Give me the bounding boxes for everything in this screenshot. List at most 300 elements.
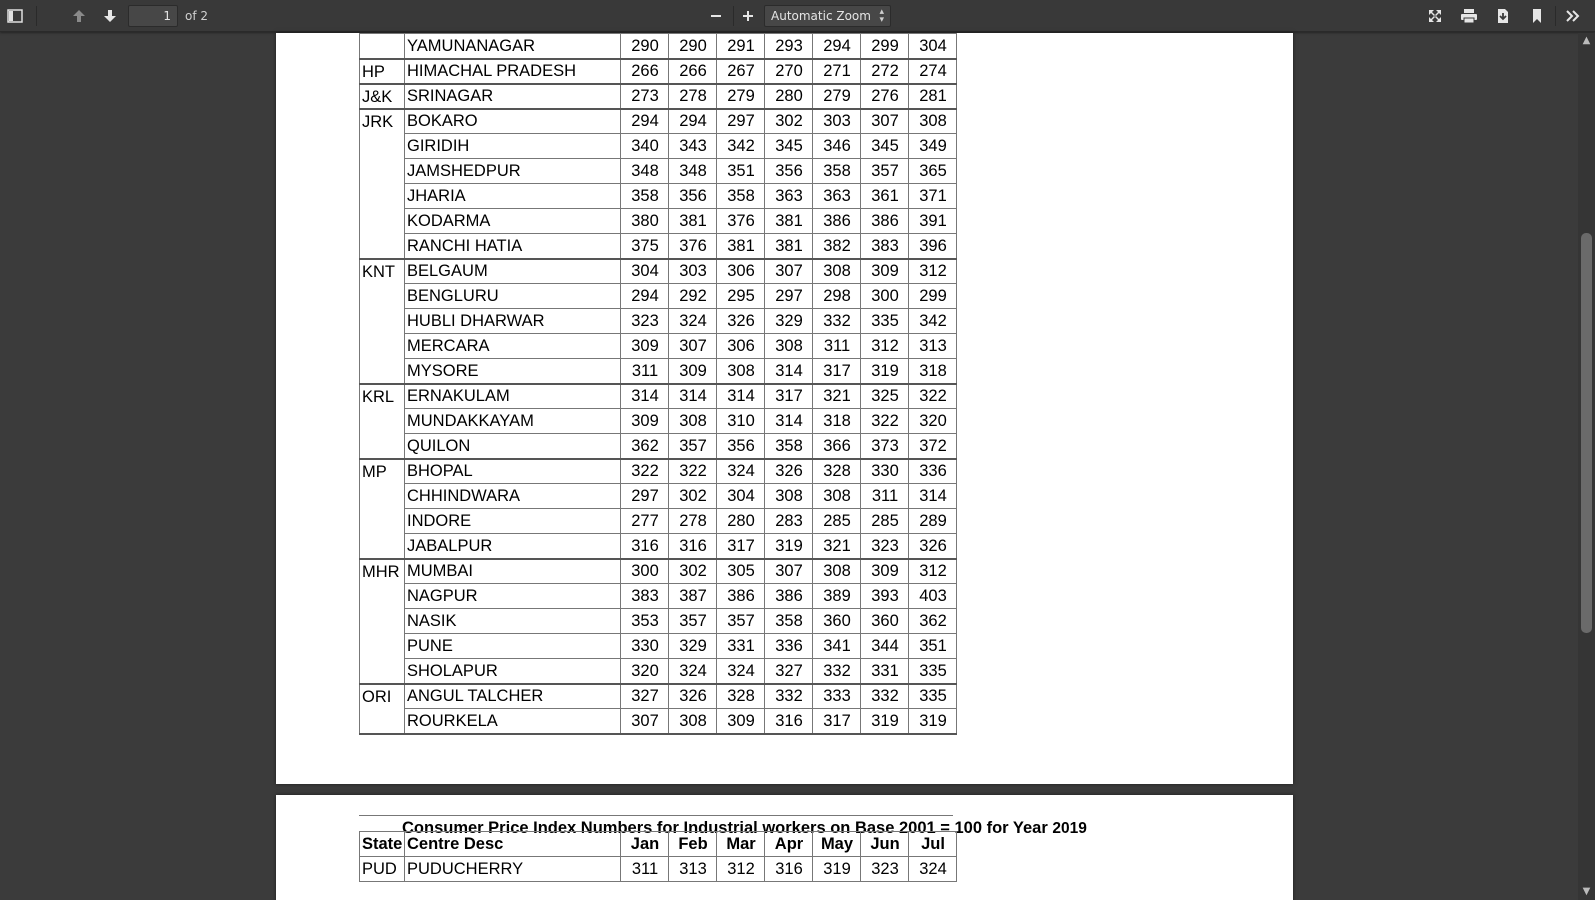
value-cell: 322 xyxy=(621,459,669,484)
value-cell: 309 xyxy=(621,409,669,434)
value-cell: 313 xyxy=(909,334,957,359)
centre-cell: PUDUCHERRY xyxy=(405,857,621,882)
value-cell: 329 xyxy=(765,309,813,334)
value-cell: 319 xyxy=(765,534,813,559)
value-cell: 324 xyxy=(717,459,765,484)
zoom-out-button[interactable] xyxy=(703,4,729,28)
column-header: Mar xyxy=(717,832,765,857)
value-cell: 323 xyxy=(861,857,909,882)
value-cell: 356 xyxy=(717,434,765,459)
value-cell: 381 xyxy=(765,234,813,259)
value-cell: 274 xyxy=(909,59,957,84)
value-cell: 299 xyxy=(861,34,909,59)
value-cell: 297 xyxy=(717,109,765,134)
value-cell: 273 xyxy=(621,84,669,109)
state-cell: KNT xyxy=(360,259,405,384)
value-cell: 302 xyxy=(669,559,717,584)
value-cell: 360 xyxy=(861,609,909,634)
value-cell: 307 xyxy=(861,109,909,134)
table-row xyxy=(360,384,957,409)
value-cell: 279 xyxy=(813,84,861,109)
value-cell: 366 xyxy=(813,434,861,459)
table-row xyxy=(360,234,957,259)
value-cell: 316 xyxy=(765,857,813,882)
pdf-page-2 xyxy=(276,795,1293,900)
value-cell: 309 xyxy=(717,709,765,734)
centre-cell: KODARMA xyxy=(405,209,621,234)
table-row xyxy=(360,34,957,59)
centre-cell: MERCARA xyxy=(405,334,621,359)
table-title-text: Consumer Price Index Numbers for Industrial workers on Base 2001 = 100 for Year xyxy=(402,819,1048,837)
value-cell: 271 xyxy=(813,59,861,84)
column-header: Jul xyxy=(909,832,957,857)
value-cell: 357 xyxy=(669,434,717,459)
table-row xyxy=(360,184,957,209)
value-cell: 317 xyxy=(813,709,861,734)
value-cell: 304 xyxy=(909,34,957,59)
value-cell: 294 xyxy=(621,109,669,134)
column-header: Jun xyxy=(861,832,909,857)
table-row xyxy=(360,159,957,184)
value-cell: 278 xyxy=(669,84,717,109)
value-cell: 358 xyxy=(621,184,669,209)
value-cell: 285 xyxy=(813,509,861,534)
value-cell: 297 xyxy=(621,484,669,509)
centre-cell: MUNDAKKAYAM xyxy=(405,409,621,434)
scroll-down-icon[interactable]: ▼ xyxy=(1582,886,1591,897)
value-cell: 310 xyxy=(717,409,765,434)
value-cell: 312 xyxy=(909,259,957,284)
value-cell: 304 xyxy=(717,484,765,509)
table-row xyxy=(360,334,957,359)
table-row xyxy=(360,484,957,509)
centre-cell: JAMSHEDPUR xyxy=(405,159,621,184)
value-cell: 327 xyxy=(621,684,669,709)
value-cell: 290 xyxy=(621,34,669,59)
value-cell: 314 xyxy=(765,359,813,384)
value-cell: 323 xyxy=(621,309,669,334)
state-cell: J&K xyxy=(360,84,405,109)
value-cell: 278 xyxy=(669,509,717,534)
value-cell: 335 xyxy=(861,309,909,334)
value-cell: 312 xyxy=(909,559,957,584)
zoom-in-button[interactable] xyxy=(735,4,761,28)
table-row xyxy=(360,709,957,734)
value-cell: 306 xyxy=(717,259,765,284)
cpi-table xyxy=(359,33,957,735)
value-cell: 362 xyxy=(621,434,669,459)
column-header: Jan xyxy=(621,832,669,857)
value-cell: 327 xyxy=(765,659,813,684)
value-cell: 285 xyxy=(861,509,909,534)
value-cell: 336 xyxy=(909,459,957,484)
value-cell: 345 xyxy=(861,134,909,159)
table-row xyxy=(360,459,957,484)
double-chevron-right-icon xyxy=(1566,10,1580,22)
value-cell: 279 xyxy=(717,84,765,109)
value-cell: 308 xyxy=(813,559,861,584)
value-cell: 348 xyxy=(669,159,717,184)
scroll-up-icon[interactable]: ▲ xyxy=(1582,35,1591,46)
value-cell: 308 xyxy=(813,259,861,284)
value-cell: 357 xyxy=(717,609,765,634)
value-cell: 375 xyxy=(621,234,669,259)
value-cell: 381 xyxy=(717,234,765,259)
pdf-page-1 xyxy=(276,33,1293,784)
centre-cell: BELGAUM xyxy=(405,259,621,284)
value-cell: 309 xyxy=(861,559,909,584)
sidebar-toggle-button[interactable] xyxy=(2,4,28,28)
table-row xyxy=(360,309,957,334)
centre-cell: HUBLI DHARWAR xyxy=(405,309,621,334)
value-cell: 290 xyxy=(669,34,717,59)
value-cell: 280 xyxy=(717,509,765,534)
next-page-button[interactable] xyxy=(97,4,123,28)
value-cell: 351 xyxy=(909,634,957,659)
value-cell: 297 xyxy=(765,284,813,309)
value-cell: 266 xyxy=(621,59,669,84)
centre-cell: INDORE xyxy=(405,509,621,534)
value-cell: 320 xyxy=(621,659,669,684)
table-row xyxy=(360,659,957,684)
presentation-mode-button[interactable] xyxy=(1422,4,1448,28)
value-cell: 326 xyxy=(909,534,957,559)
value-cell: 360 xyxy=(813,609,861,634)
centre-cell: JABALPUR xyxy=(405,534,621,559)
value-cell: 329 xyxy=(669,634,717,659)
table-row xyxy=(360,684,957,709)
value-cell: 376 xyxy=(717,209,765,234)
value-cell: 307 xyxy=(765,559,813,584)
print-icon xyxy=(1460,8,1478,24)
value-cell: 387 xyxy=(669,584,717,609)
value-cell: 311 xyxy=(621,359,669,384)
value-cell: 308 xyxy=(669,709,717,734)
table-row xyxy=(360,409,957,434)
print-button[interactable] xyxy=(1456,4,1482,28)
value-cell: 312 xyxy=(861,334,909,359)
value-cell: 317 xyxy=(813,359,861,384)
value-cell: 371 xyxy=(909,184,957,209)
toolbar-separator xyxy=(1555,6,1556,26)
value-cell: 328 xyxy=(813,459,861,484)
state-cell: JRK xyxy=(360,109,405,259)
toolbar-separator xyxy=(733,6,734,26)
value-cell: 302 xyxy=(765,109,813,134)
value-cell: 373 xyxy=(861,434,909,459)
column-header: State xyxy=(360,832,405,857)
value-cell: 348 xyxy=(621,159,669,184)
value-cell: 332 xyxy=(813,659,861,684)
value-cell: 383 xyxy=(621,584,669,609)
table-row xyxy=(360,284,957,309)
zoom-select-value: Automatic Zoom xyxy=(771,9,871,23)
value-cell: 317 xyxy=(717,534,765,559)
value-cell: 336 xyxy=(765,634,813,659)
value-cell: 333 xyxy=(813,684,861,709)
value-cell: 386 xyxy=(861,209,909,234)
value-cell: 345 xyxy=(765,134,813,159)
value-cell: 386 xyxy=(765,584,813,609)
centre-cell: HIMACHAL PRADESH xyxy=(405,59,621,84)
value-cell: 283 xyxy=(765,509,813,534)
value-cell: 294 xyxy=(813,34,861,59)
value-cell: 358 xyxy=(765,434,813,459)
value-cell: 330 xyxy=(861,459,909,484)
toolbar-separator xyxy=(36,6,37,26)
value-cell: 376 xyxy=(669,234,717,259)
column-header: Feb xyxy=(669,832,717,857)
table-row xyxy=(360,84,957,109)
table-row xyxy=(360,59,957,84)
table-header-row xyxy=(360,832,957,857)
value-cell: 316 xyxy=(669,534,717,559)
value-cell: 357 xyxy=(861,159,909,184)
value-cell: 276 xyxy=(861,84,909,109)
zoom-select[interactable] xyxy=(764,5,891,27)
state-cell: KRL xyxy=(360,384,405,459)
value-cell: 386 xyxy=(717,584,765,609)
value-cell: 324 xyxy=(669,309,717,334)
value-cell: 324 xyxy=(717,659,765,684)
value-cell: 308 xyxy=(765,334,813,359)
value-cell: 322 xyxy=(861,409,909,434)
value-cell: 389 xyxy=(813,584,861,609)
value-cell: 362 xyxy=(909,609,957,634)
value-cell: 311 xyxy=(621,857,669,882)
value-cell: 342 xyxy=(717,134,765,159)
state-cell: ORI xyxy=(360,684,405,734)
value-cell: 306 xyxy=(717,334,765,359)
column-header: May xyxy=(813,832,861,857)
value-cell: 356 xyxy=(669,184,717,209)
value-cell: 270 xyxy=(765,59,813,84)
value-cell: 372 xyxy=(909,434,957,459)
value-cell: 344 xyxy=(861,634,909,659)
centre-cell: JHARIA xyxy=(405,184,621,209)
value-cell: 324 xyxy=(669,659,717,684)
value-cell: 294 xyxy=(621,284,669,309)
value-cell: 314 xyxy=(669,384,717,409)
value-cell: 312 xyxy=(717,857,765,882)
value-cell: 302 xyxy=(669,484,717,509)
value-cell: 294 xyxy=(669,109,717,134)
value-cell: 300 xyxy=(621,559,669,584)
value-cell: 341 xyxy=(813,634,861,659)
value-cell: 381 xyxy=(765,209,813,234)
value-cell: 311 xyxy=(861,484,909,509)
value-cell: 332 xyxy=(765,684,813,709)
value-cell: 309 xyxy=(861,259,909,284)
plus-icon xyxy=(742,10,754,22)
value-cell: 277 xyxy=(621,509,669,534)
centre-cell: GIRIDIH xyxy=(405,134,621,159)
value-cell: 307 xyxy=(621,709,669,734)
value-cell: 292 xyxy=(669,284,717,309)
centre-cell: QUILON xyxy=(405,434,621,459)
value-cell: 332 xyxy=(861,684,909,709)
centre-cell: NASIK xyxy=(405,609,621,634)
value-cell: 300 xyxy=(861,284,909,309)
value-cell: 316 xyxy=(621,534,669,559)
value-cell: 335 xyxy=(909,659,957,684)
value-cell: 356 xyxy=(765,159,813,184)
value-cell: 391 xyxy=(909,209,957,234)
bookmark-icon xyxy=(1531,8,1543,24)
table-row xyxy=(360,609,957,634)
value-cell: 363 xyxy=(813,184,861,209)
value-cell: 303 xyxy=(669,259,717,284)
value-cell: 316 xyxy=(765,709,813,734)
value-cell: 319 xyxy=(861,709,909,734)
value-cell: 357 xyxy=(669,609,717,634)
bookmark-button[interactable] xyxy=(1524,4,1550,28)
value-cell: 323 xyxy=(861,534,909,559)
value-cell: 343 xyxy=(669,134,717,159)
value-cell: 303 xyxy=(813,109,861,134)
page-count-label: of 2 xyxy=(185,9,209,23)
value-cell: 361 xyxy=(861,184,909,209)
value-cell: 335 xyxy=(909,684,957,709)
scrollbar-thumb[interactable] xyxy=(1581,233,1592,633)
value-cell: 266 xyxy=(669,59,717,84)
centre-cell: RANCHI HATIA xyxy=(405,234,621,259)
centre-cell: ERNAKULAM xyxy=(405,384,621,409)
state-cell: HP xyxy=(360,59,405,84)
value-cell: 319 xyxy=(909,709,957,734)
table-row xyxy=(360,559,957,584)
tools-button[interactable] xyxy=(1560,4,1586,28)
cpi-table xyxy=(359,831,957,882)
state-cell: MP xyxy=(360,459,405,559)
value-cell: 308 xyxy=(765,484,813,509)
centre-cell: YAMUNANAGAR xyxy=(405,34,621,59)
value-cell: 289 xyxy=(909,509,957,534)
value-cell: 330 xyxy=(621,634,669,659)
value-cell: 353 xyxy=(621,609,669,634)
value-cell: 320 xyxy=(909,409,957,434)
value-cell: 349 xyxy=(909,134,957,159)
value-cell: 314 xyxy=(717,384,765,409)
value-cell: 326 xyxy=(717,309,765,334)
centre-cell: CHHINDWARA xyxy=(405,484,621,509)
centre-cell: ANGUL TALCHER xyxy=(405,684,621,709)
arrow-up-icon xyxy=(72,9,86,23)
table-row xyxy=(360,634,957,659)
column-header: Centre Desc xyxy=(405,832,621,857)
centre-cell: PUNE xyxy=(405,634,621,659)
value-cell: 317 xyxy=(765,384,813,409)
value-cell: 351 xyxy=(717,159,765,184)
centre-cell: BENGLURU xyxy=(405,284,621,309)
table-top-border xyxy=(359,815,953,816)
value-cell: 280 xyxy=(765,84,813,109)
centre-cell: SHOLAPUR xyxy=(405,659,621,684)
value-cell: 382 xyxy=(813,234,861,259)
value-cell: 267 xyxy=(717,59,765,84)
arrow-down-icon xyxy=(103,9,117,23)
value-cell: 308 xyxy=(717,359,765,384)
vertical-scrollbar[interactable] xyxy=(1578,33,1595,900)
value-cell: 308 xyxy=(669,409,717,434)
value-cell: 272 xyxy=(861,59,909,84)
value-cell: 318 xyxy=(813,409,861,434)
value-cell: 318 xyxy=(909,359,957,384)
value-cell: 326 xyxy=(765,459,813,484)
value-cell: 358 xyxy=(765,609,813,634)
value-cell: 386 xyxy=(813,209,861,234)
pdf-toolbar xyxy=(0,0,1595,32)
centre-cell: BOKARO xyxy=(405,109,621,134)
value-cell: 313 xyxy=(669,857,717,882)
value-cell: 321 xyxy=(813,534,861,559)
value-cell: 340 xyxy=(621,134,669,159)
value-cell: 396 xyxy=(909,234,957,259)
centre-cell: NAGPUR xyxy=(405,584,621,609)
column-header: Apr xyxy=(765,832,813,857)
value-cell: 403 xyxy=(909,584,957,609)
value-cell: 298 xyxy=(813,284,861,309)
value-cell: 380 xyxy=(621,209,669,234)
value-cell: 305 xyxy=(717,559,765,584)
page-number-input[interactable] xyxy=(128,5,178,27)
value-cell: 309 xyxy=(621,334,669,359)
value-cell: 325 xyxy=(861,384,909,409)
centre-cell: ROURKELA xyxy=(405,709,621,734)
table-row xyxy=(360,259,957,284)
minus-icon xyxy=(710,10,722,22)
value-cell: 383 xyxy=(861,234,909,259)
value-cell: 293 xyxy=(765,34,813,59)
download-button[interactable] xyxy=(1490,4,1516,28)
sidebar-toggle-icon xyxy=(7,9,23,23)
value-cell: 393 xyxy=(861,584,909,609)
value-cell: 308 xyxy=(909,109,957,134)
state-cell xyxy=(360,34,405,59)
value-cell: 307 xyxy=(669,334,717,359)
value-cell: 322 xyxy=(669,459,717,484)
value-cell: 358 xyxy=(717,184,765,209)
state-cell: PUD xyxy=(360,857,405,882)
value-cell: 314 xyxy=(621,384,669,409)
fullscreen-icon xyxy=(1427,8,1443,24)
centre-cell: SRINAGAR xyxy=(405,84,621,109)
value-cell: 322 xyxy=(909,384,957,409)
value-cell: 342 xyxy=(909,309,957,334)
value-cell: 332 xyxy=(813,309,861,334)
value-cell: 295 xyxy=(717,284,765,309)
value-cell: 299 xyxy=(909,284,957,309)
value-cell: 291 xyxy=(717,34,765,59)
value-cell: 309 xyxy=(669,359,717,384)
centre-cell: BHOPAL xyxy=(405,459,621,484)
state-cell: MHR xyxy=(360,559,405,684)
previous-page-button[interactable] xyxy=(66,4,92,28)
table-row xyxy=(360,209,957,234)
table-row xyxy=(360,857,957,882)
value-cell: 314 xyxy=(909,484,957,509)
value-cell: 311 xyxy=(813,334,861,359)
table-row xyxy=(360,584,957,609)
value-cell: 324 xyxy=(909,857,957,882)
value-cell: 381 xyxy=(669,209,717,234)
centre-cell: MYSORE xyxy=(405,359,621,384)
value-cell: 308 xyxy=(813,484,861,509)
value-cell: 307 xyxy=(765,259,813,284)
table-row xyxy=(360,534,957,559)
table-title-year: 2019 xyxy=(1052,820,1087,837)
table-row xyxy=(360,109,957,134)
